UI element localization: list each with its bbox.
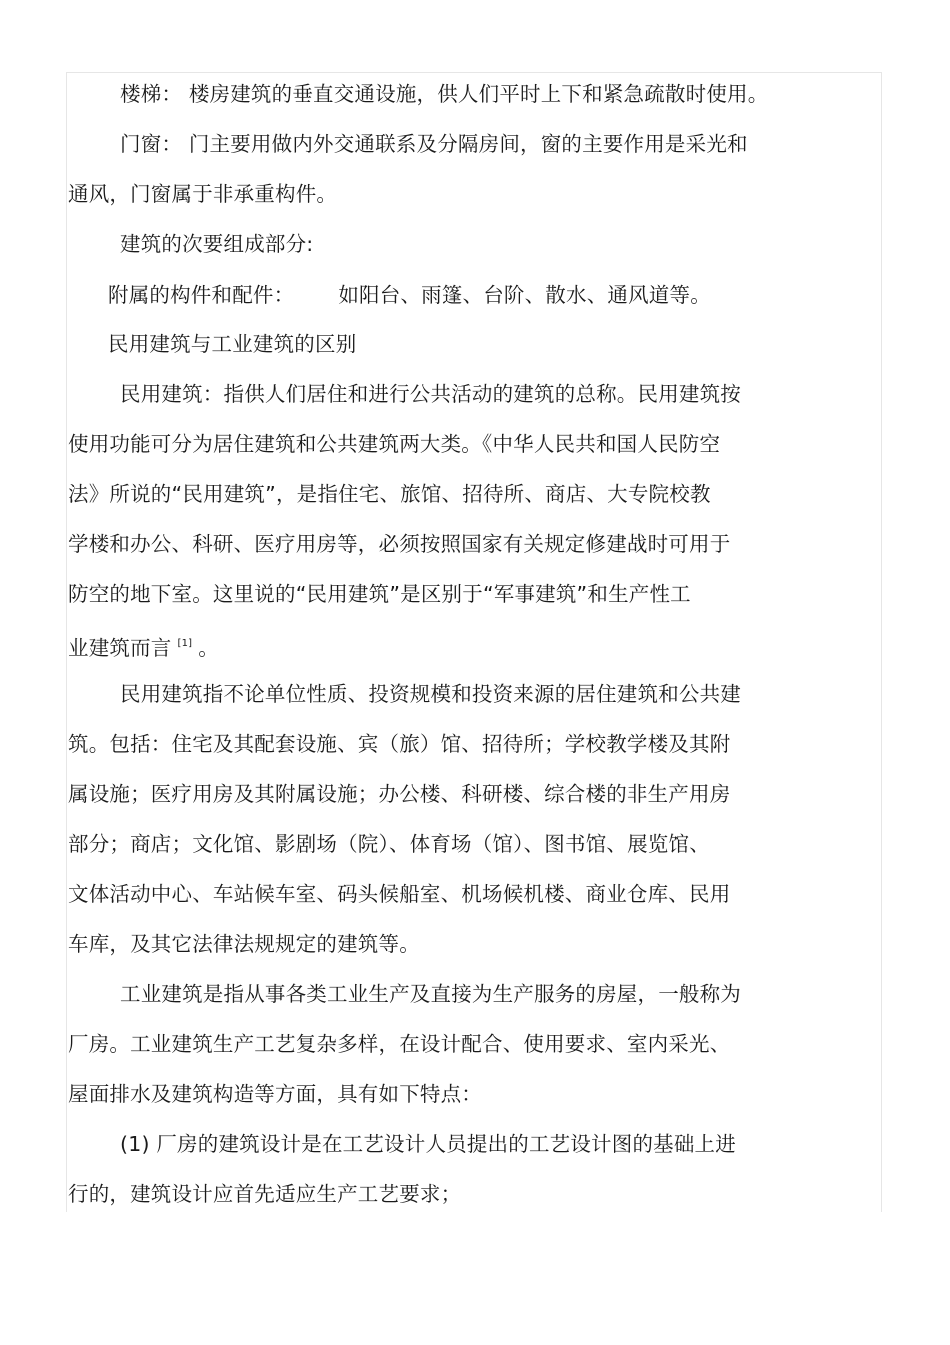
- list-item-1: (1) 厂房的建筑设计是在工艺设计人员提出的工艺设计图的基础上进: [120, 1132, 736, 1156]
- text-line: 民用建筑指不论单位性质、投资规模和投资来源的居住建筑和公共建: [120, 682, 741, 706]
- citation-text: 业建筑而言: [68, 636, 172, 660]
- text-line: 工业建筑是指从事各类工业生产及直接为生产服务的房屋，一般称为: [120, 982, 741, 1006]
- text-line-secondary-parts: 建筑的次要组成部分:: [120, 232, 314, 256]
- text-line: 通风，门窗属于非承重构件。: [68, 182, 338, 206]
- text-line: 属设施；医疗用房及其附属设施；办公楼、科研楼、综合楼的非生产用房: [68, 782, 731, 806]
- text-line-doors-windows: 门窗： 门主要用做内外交通联系及分隔房间，窗的主要作用是采光和: [120, 132, 748, 156]
- citation-reference[interactable]: [1]: [177, 638, 193, 649]
- citation-end: 。: [198, 636, 219, 660]
- text-line: 民用建筑：指供人们居住和进行公共活动的建筑的总称。民用建筑按: [120, 382, 741, 406]
- accessories-label: 附属的构件和配件：: [108, 283, 295, 307]
- text-line: 筑。包括：住宅及其配套设施、宾（旅）馆、招待所；学校教学楼及其附: [68, 732, 731, 756]
- text-line: 部分；商店；文化馆、影剧场（院）、体育场（馆）、图书馆、展览馆、: [68, 832, 710, 856]
- text-line-citation: [68, 630, 219, 662]
- text-line: 法》所说的“民用建筑”，是指住宅、旅馆、招待所、商店、大专院校教: [68, 482, 711, 506]
- text-line: 行的，建筑设计应首先适应生产工艺要求；: [68, 1182, 462, 1206]
- text-line: 车库，及其它法律法规规定的建筑等。: [68, 932, 420, 956]
- text-line: 使用功能可分为居住建筑和公共建筑两大类。《中华人民共和国人民防空: [68, 432, 721, 456]
- section-heading: 民用建筑与工业建筑的区别: [108, 332, 357, 356]
- text-line: 学楼和办公、科研、医疗用房等，必须按照国家有关规定修建战时可用于: [68, 532, 731, 556]
- text-line: 屋面排水及建筑构造等方面，具有如下特点：: [68, 1082, 482, 1106]
- text-line: 文体活动中心、车站候车室、码头候船室、机场候机楼、商业仓库、民用: [68, 882, 731, 906]
- text-line: 防空的地下室。这里说的“民用建筑”是区别于“军事建筑”和生产性工: [68, 582, 691, 606]
- text-line: 厂房。工业建筑生产工艺复杂多样，在设计配合、使用要求、室内采光、: [68, 1032, 731, 1056]
- accessories-examples: 如阳台、雨篷、台阶、散水、通风道等。: [338, 283, 711, 307]
- text-line-accessories: [108, 281, 711, 309]
- text-line-stairs: 楼梯： 楼房建筑的垂直交通设施，供人们平时上下和紧急疏散时使用。: [120, 82, 769, 106]
